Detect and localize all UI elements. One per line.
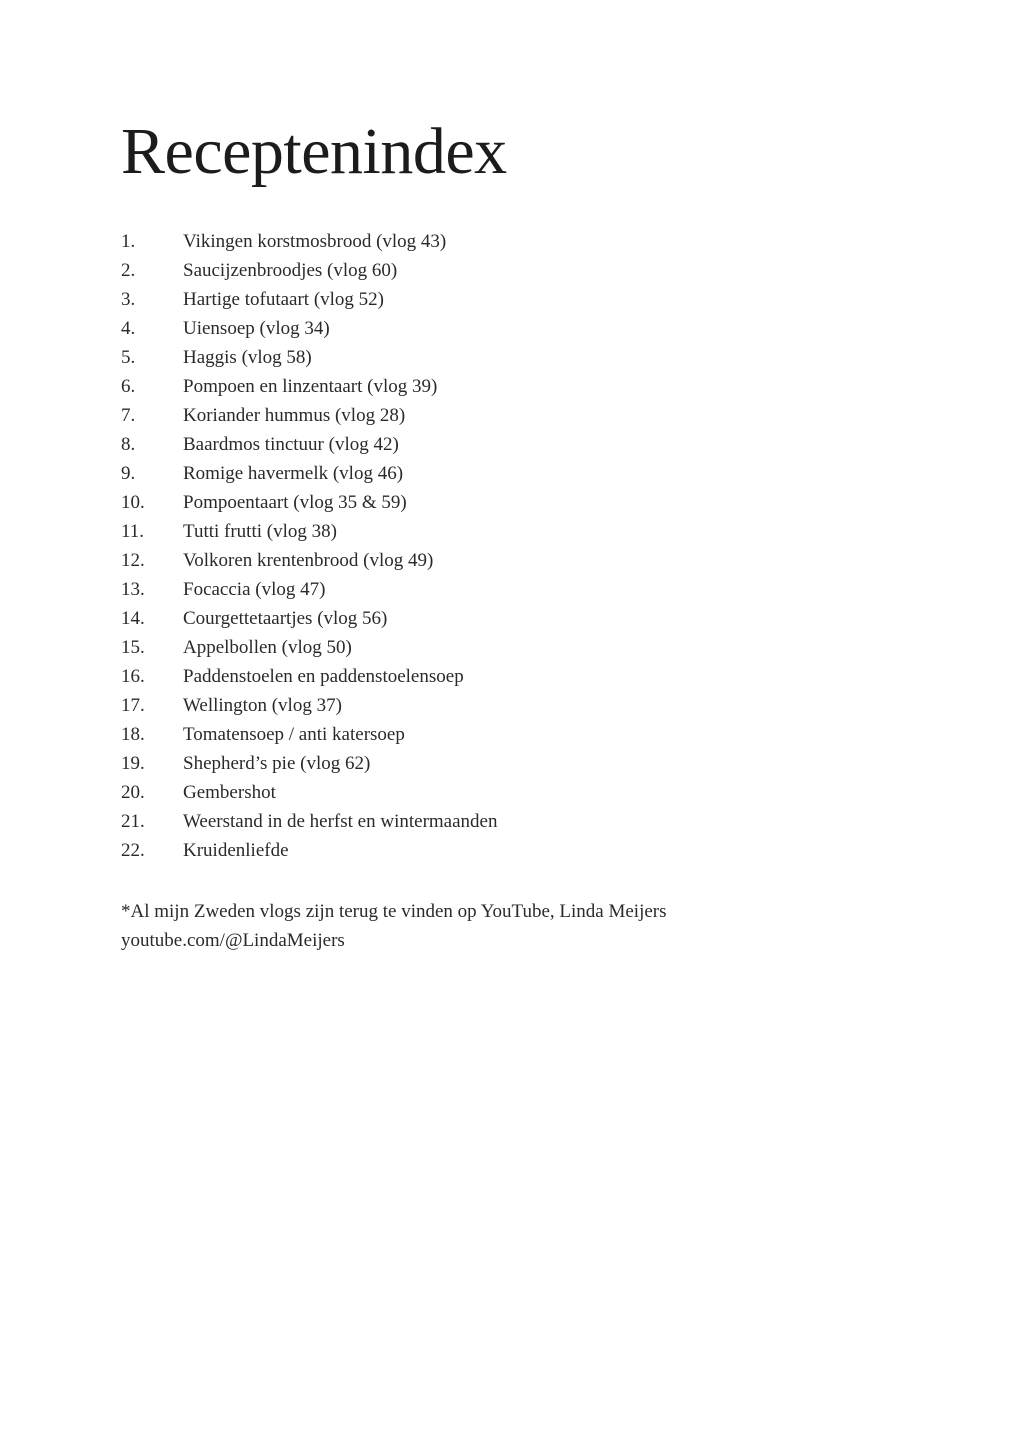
recipe-number: 21. bbox=[121, 811, 145, 832]
recipe-item bbox=[121, 546, 497, 575]
recipe-number: 14. bbox=[121, 608, 145, 629]
recipe-name: Pompoen en linzentaart (vlog 39) bbox=[183, 376, 438, 397]
recipe-number: 13. bbox=[121, 579, 145, 600]
recipe-name: Paddenstoelen en paddenstoelensoep bbox=[183, 666, 464, 687]
youtube-link[interactable]: youtube.com/@LindaMeijers bbox=[121, 930, 345, 951]
footnote-text: *Al mijn Zweden vlogs zijn terug te vinden op YouTube, Linda Meijers bbox=[121, 901, 667, 922]
recipe-name: Romige havermelk (vlog 46) bbox=[183, 463, 404, 484]
recipe-number: 20. bbox=[121, 782, 145, 803]
recipe-item bbox=[121, 807, 497, 836]
recipe-item bbox=[121, 575, 497, 604]
recipe-number: 11. bbox=[121, 521, 145, 542]
recipe-name: Kruidenliefde bbox=[183, 840, 289, 861]
recipe-number: 9. bbox=[121, 463, 136, 484]
recipe-name: Vikingen korstmosbrood (vlog 43) bbox=[183, 231, 447, 252]
recipe-item bbox=[121, 604, 497, 633]
recipe-number: 22. bbox=[121, 840, 145, 861]
recipe-item bbox=[121, 720, 497, 749]
recipe-number: 1. bbox=[121, 231, 136, 252]
recipe-number: 4. bbox=[121, 318, 136, 339]
recipe-name: Uiensoep (vlog 34) bbox=[183, 318, 330, 339]
recipe-item bbox=[121, 488, 497, 517]
recipe-name: Haggis (vlog 58) bbox=[183, 347, 312, 368]
recipe-name: Focaccia (vlog 47) bbox=[183, 579, 326, 600]
recipe-number: 15. bbox=[121, 637, 145, 658]
recipe-item bbox=[121, 343, 497, 372]
recipe-number: 5. bbox=[121, 347, 136, 368]
recipe-number: 7. bbox=[121, 405, 136, 426]
recipe-item bbox=[121, 778, 497, 807]
recipe-item bbox=[121, 401, 497, 430]
recipe-number: 17. bbox=[121, 695, 145, 716]
recipe-item bbox=[121, 691, 497, 720]
recipe-item bbox=[121, 836, 497, 865]
recipe-item bbox=[121, 285, 497, 314]
recipe-name: Baardmos tinctuur (vlog 42) bbox=[183, 434, 399, 455]
recipe-item bbox=[121, 517, 497, 546]
recipe-name: Saucijzenbroodjes (vlog 60) bbox=[183, 260, 398, 281]
recipe-name: Gembershot bbox=[183, 782, 276, 803]
recipe-item bbox=[121, 227, 497, 256]
recipe-number: 12. bbox=[121, 550, 145, 571]
recipe-name: Courgettetaartjes (vlog 56) bbox=[183, 608, 388, 629]
recipe-item bbox=[121, 430, 497, 459]
recipe-item bbox=[121, 633, 497, 662]
recipe-name: Shepherd’s pie (vlog 62) bbox=[183, 753, 371, 774]
recipe-item bbox=[121, 314, 497, 343]
recipe-name: Tutti frutti (vlog 38) bbox=[183, 521, 337, 542]
recipe-name: Hartige tofutaart (vlog 52) bbox=[183, 289, 385, 310]
recipe-name: Appelbollen (vlog 50) bbox=[183, 637, 352, 658]
recipe-item bbox=[121, 459, 497, 488]
recipe-name: Volkoren krentenbrood (vlog 49) bbox=[183, 550, 434, 571]
recipe-number: 8. bbox=[121, 434, 136, 455]
recipe-name: Tomatensoep / anti katersoep bbox=[183, 724, 405, 745]
recipe-name: Wellington (vlog 37) bbox=[183, 695, 342, 716]
recipe-number: 10. bbox=[121, 492, 145, 513]
recipe-number: 6. bbox=[121, 376, 136, 397]
recipe-name: Weerstand in de herfst en wintermaanden bbox=[183, 811, 498, 832]
recipe-item bbox=[121, 256, 497, 285]
recipe-name: Pompoentaart (vlog 35 & 59) bbox=[183, 492, 407, 513]
recipe-item bbox=[121, 749, 497, 778]
recipe-index-list bbox=[121, 227, 497, 865]
recipe-name: Koriander hummus (vlog 28) bbox=[183, 405, 406, 426]
recipe-item bbox=[121, 372, 497, 401]
recipe-number: 19. bbox=[121, 753, 145, 774]
recipe-number: 3. bbox=[121, 289, 136, 310]
recipe-number: 18. bbox=[121, 724, 145, 745]
recipe-number: 16. bbox=[121, 666, 145, 687]
footnote bbox=[121, 897, 667, 955]
recipe-item bbox=[121, 662, 497, 691]
page-title: Receptenindex bbox=[121, 115, 507, 188]
recipe-number: 2. bbox=[121, 260, 136, 281]
